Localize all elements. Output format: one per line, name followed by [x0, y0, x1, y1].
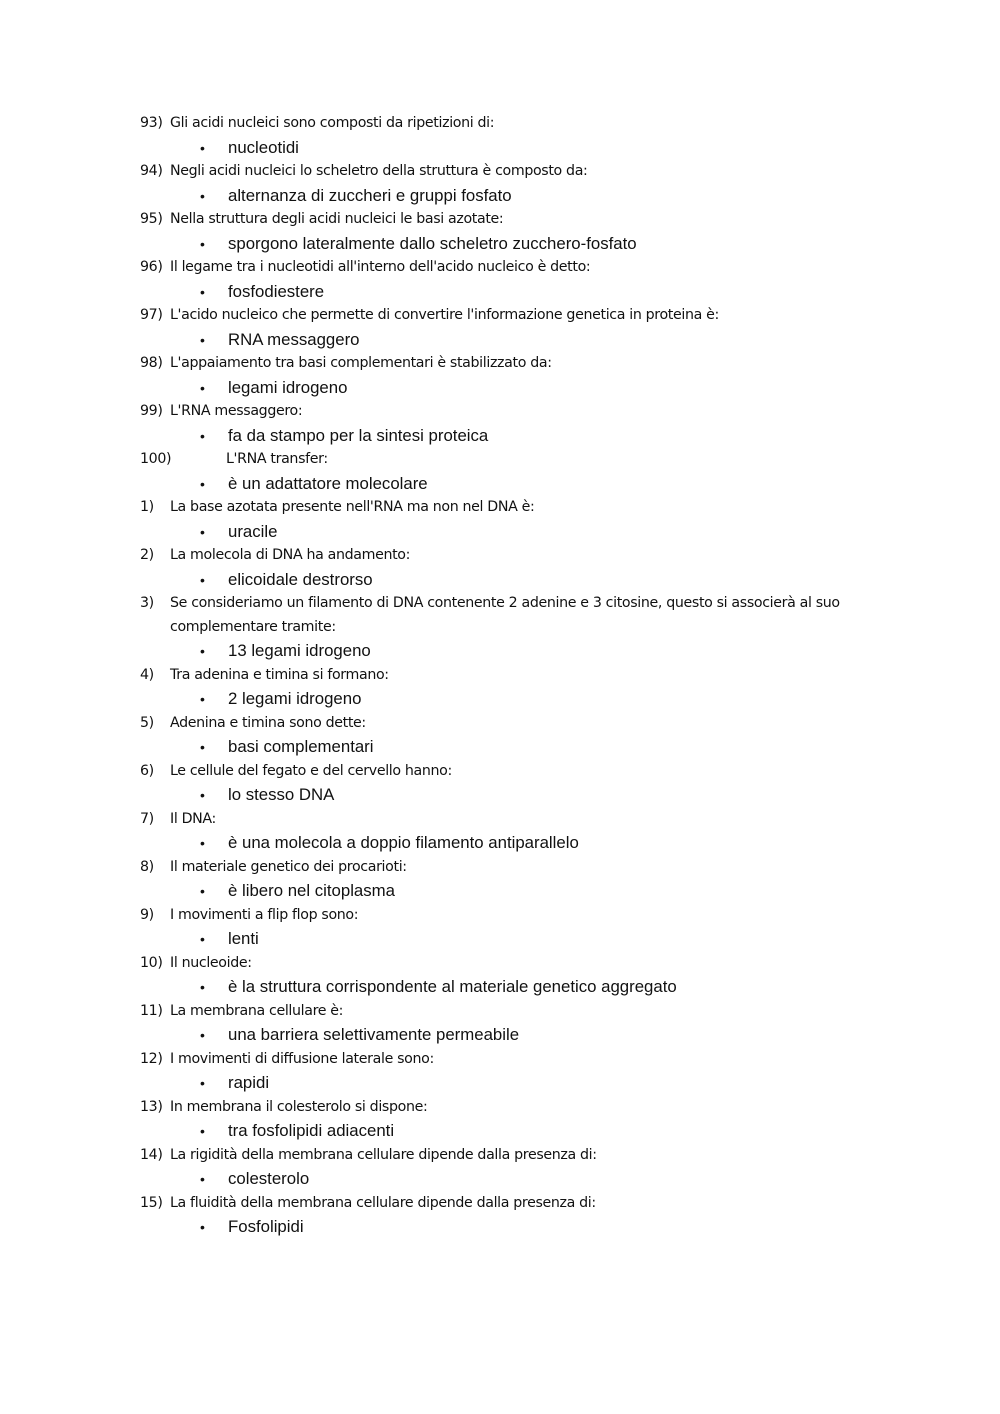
question-text: La molecola di DNA ha andamento:: [170, 547, 411, 563]
question-text: La base azotata presente nell'RNA ma non nel DNA è:: [170, 499, 535, 515]
answer-line: [140, 1167, 900, 1192]
question-line: [140, 1144, 900, 1168]
quiz-item: [140, 760, 900, 808]
answer-text: fa da stampo per la sintesi proteica: [228, 425, 489, 445]
question-line: [140, 808, 900, 832]
question-number: 3): [140, 595, 154, 611]
answer-line: [140, 735, 900, 760]
answer-text: Fosfolipidi: [228, 1217, 304, 1236]
question-number: 10): [140, 954, 163, 971]
bullet-icon: •: [200, 139, 205, 156]
bullet-icon: •: [200, 1123, 205, 1139]
document-body: [140, 112, 900, 1240]
question-text: L'appaiamento tra basi complementari è stabilizzato da:: [170, 355, 552, 371]
question-number: 1): [140, 499, 154, 515]
answer-line: [140, 783, 900, 808]
answer-line: [140, 927, 900, 952]
bullet-icon: •: [200, 283, 205, 300]
bullet-icon: •: [200, 979, 205, 995]
answer-text: sporgono lateralmente dallo scheletro zucchero-fosfato: [228, 233, 637, 253]
question-line: [140, 760, 900, 784]
question-line: [140, 400, 900, 424]
quiz-item: [140, 952, 900, 1000]
question-text: In membrana il colesterolo si dispone:: [170, 1098, 428, 1115]
question-line: [140, 256, 900, 280]
question-number: 8): [140, 858, 154, 875]
answer-line: [140, 831, 900, 856]
quiz-item: [140, 808, 900, 856]
quiz-item: [140, 352, 900, 400]
answer-line: [140, 1071, 900, 1096]
answer-text: elicoidale destrorso: [228, 569, 373, 589]
question-number: 15): [140, 1194, 163, 1211]
question-number: 6): [140, 762, 154, 779]
answer-text: è un adattatore molecolare: [228, 473, 428, 493]
question-number: 99): [140, 403, 163, 419]
bullet-icon: •: [200, 1171, 205, 1187]
quiz-item: [140, 664, 900, 712]
bullet-icon: •: [200, 523, 205, 540]
answer-text: nucleotidi: [228, 137, 299, 157]
question-text: Nella struttura degli acidi nucleici le basi azotate:: [170, 211, 504, 227]
answer-line: [140, 232, 900, 257]
answer-line: [140, 1023, 900, 1048]
answer-line: [140, 184, 900, 209]
bullet-icon: •: [200, 379, 205, 396]
answer-text: fosfodiestere: [228, 281, 325, 301]
question-text: Il nucleoide:: [170, 954, 252, 971]
question-text: Tra adenina e timina si formano:: [170, 666, 389, 683]
question-line: [140, 904, 900, 928]
bullet-icon: •: [200, 235, 205, 252]
question-number: 9): [140, 906, 154, 923]
question-line: [140, 496, 900, 520]
quiz-item: [140, 1048, 900, 1096]
quiz-item: [140, 112, 900, 160]
question-text: Il materiale genetico dei procarioti:: [170, 858, 407, 875]
answer-text: una barriera selettivamente permeabile: [228, 1025, 520, 1044]
question-line: [140, 112, 900, 136]
answer-text: basi complementari: [228, 737, 374, 756]
question-number: 12): [140, 1050, 163, 1067]
bullet-icon: •: [200, 883, 205, 899]
quiz-item: [140, 496, 900, 544]
quiz-item: [140, 208, 900, 256]
answer-line: [140, 1119, 900, 1144]
answer-line: [140, 975, 900, 1000]
question-line: [140, 952, 900, 976]
question-line: [140, 208, 900, 232]
question-text: L'RNA transfer:: [226, 451, 328, 467]
quiz-item: [140, 1000, 900, 1048]
bullet-icon: •: [200, 1075, 205, 1091]
question-number: 94): [140, 163, 163, 179]
quiz-item: [140, 544, 900, 592]
question-text: I movimenti a flip flop sono:: [170, 906, 359, 923]
answer-line: [140, 424, 900, 449]
question-number: 100): [140, 451, 172, 467]
answer-text: alternanza di zuccheri e gruppi fosfato: [228, 185, 512, 205]
question-number: 14): [140, 1146, 163, 1163]
bullet-icon: •: [200, 1219, 205, 1235]
question-line: [140, 352, 900, 376]
answer-line: [140, 1215, 900, 1240]
answer-text: colesterolo: [228, 1169, 310, 1188]
answer-line: [140, 280, 900, 305]
quiz-item: [140, 1192, 900, 1240]
answer-line: [140, 136, 900, 161]
bullet-icon: •: [200, 427, 205, 444]
bullet-icon: •: [200, 931, 205, 947]
quiz-item: [140, 400, 900, 448]
question-number: 11): [140, 1002, 163, 1019]
question-number: 96): [140, 259, 163, 275]
question-number: 2): [140, 547, 154, 563]
answer-line: [140, 879, 900, 904]
question-line: [140, 712, 900, 736]
answer-text: 13 legami idrogeno: [228, 641, 371, 660]
quiz-item: [140, 256, 900, 304]
bullet-icon: •: [200, 691, 205, 707]
answer-text: tra fosfolipidi adiacenti: [228, 1121, 395, 1140]
question-text: I movimenti di diffusione laterale sono:: [170, 1050, 434, 1067]
quiz-item: [140, 160, 900, 208]
quiz-item: [140, 904, 900, 952]
answer-text: legami idrogeno: [228, 377, 348, 397]
question-line: [140, 592, 900, 639]
answer-line: [140, 328, 900, 353]
bullet-icon: •: [200, 1027, 205, 1043]
question-number: 7): [140, 810, 154, 827]
question-text: Le cellule del fegato e del cervello hanno:: [170, 762, 452, 779]
question-number: 93): [140, 115, 163, 131]
answer-text: RNA messaggero: [228, 329, 360, 349]
question-number: 13): [140, 1098, 163, 1115]
answer-text: è una molecola a doppio filamento antiparallelo: [228, 833, 579, 852]
answer-line: [140, 520, 900, 545]
bullet-icon: •: [200, 475, 205, 492]
question-text: L'acido nucleico che permette di convertire l'informazione genetica in proteina è:: [170, 307, 719, 323]
question-line: [140, 1192, 900, 1216]
question-line: [140, 1000, 900, 1024]
quiz-item: [140, 448, 900, 496]
bullet-icon: •: [200, 571, 205, 588]
question-line: [140, 1096, 900, 1120]
question-line: [140, 304, 900, 328]
question-text: La membrana cellulare è:: [170, 1002, 344, 1019]
bullet-icon: •: [200, 787, 205, 803]
question-text: La fluidità della membrana cellulare dipende dalla presenza di:: [170, 1194, 596, 1211]
answer-text: lo stesso DNA: [228, 785, 335, 804]
quiz-item: [140, 856, 900, 904]
question-line: [140, 544, 900, 568]
quiz-item: [140, 1096, 900, 1144]
answer-text: 2 legami idrogeno: [228, 689, 362, 708]
question-text: Negli acidi nucleici lo scheletro della struttura è composto da:: [170, 163, 588, 179]
quiz-item: [140, 712, 900, 760]
question-number: 97): [140, 307, 163, 323]
question-text: Il DNA:: [170, 810, 216, 827]
bullet-icon: •: [200, 739, 205, 755]
answer-text: lenti: [228, 929, 259, 948]
answer-text: è la struttura corrispondente al materiale genetico aggregato: [228, 977, 677, 996]
answer-line: [140, 639, 900, 664]
quiz-item: [140, 592, 900, 664]
answer-text: è libero nel citoplasma: [228, 881, 395, 900]
bullet-icon: •: [200, 187, 205, 204]
bullet-icon: •: [200, 331, 205, 348]
answer-text: rapidi: [228, 1073, 270, 1092]
answer-line: [140, 568, 900, 593]
question-text: Adenina e timina sono dette:: [170, 714, 366, 731]
quiz-item: [140, 304, 900, 352]
question-text: Se consideriamo un filamento di DNA contenente 2 adenine e 3 citosine, questo si associerà al suo complementare tramite:: [170, 595, 840, 635]
question-line: [140, 160, 900, 184]
question-number: 4): [140, 666, 154, 683]
question-number: 98): [140, 355, 163, 371]
question-line: [140, 664, 900, 688]
answer-line: [140, 376, 900, 401]
question-text: L'RNA messaggero:: [170, 403, 303, 419]
question-line: [140, 1048, 900, 1072]
bullet-icon: •: [200, 643, 205, 659]
answer-text: uracile: [228, 521, 278, 541]
question-text: Il legame tra i nucleotidi all'interno dell'acido nucleico è detto:: [170, 259, 591, 275]
question-number: 95): [140, 211, 163, 227]
question-line: [140, 856, 900, 880]
question-line: [140, 448, 900, 472]
bullet-icon: •: [200, 835, 205, 851]
question-number: 5): [140, 714, 154, 731]
question-text: Gli acidi nucleici sono composti da ripetizioni di:: [170, 115, 495, 131]
question-text: La rigidità della membrana cellulare dipende dalla presenza di:: [170, 1146, 597, 1163]
answer-line: [140, 472, 900, 497]
answer-line: [140, 687, 900, 712]
quiz-item: [140, 1144, 900, 1192]
